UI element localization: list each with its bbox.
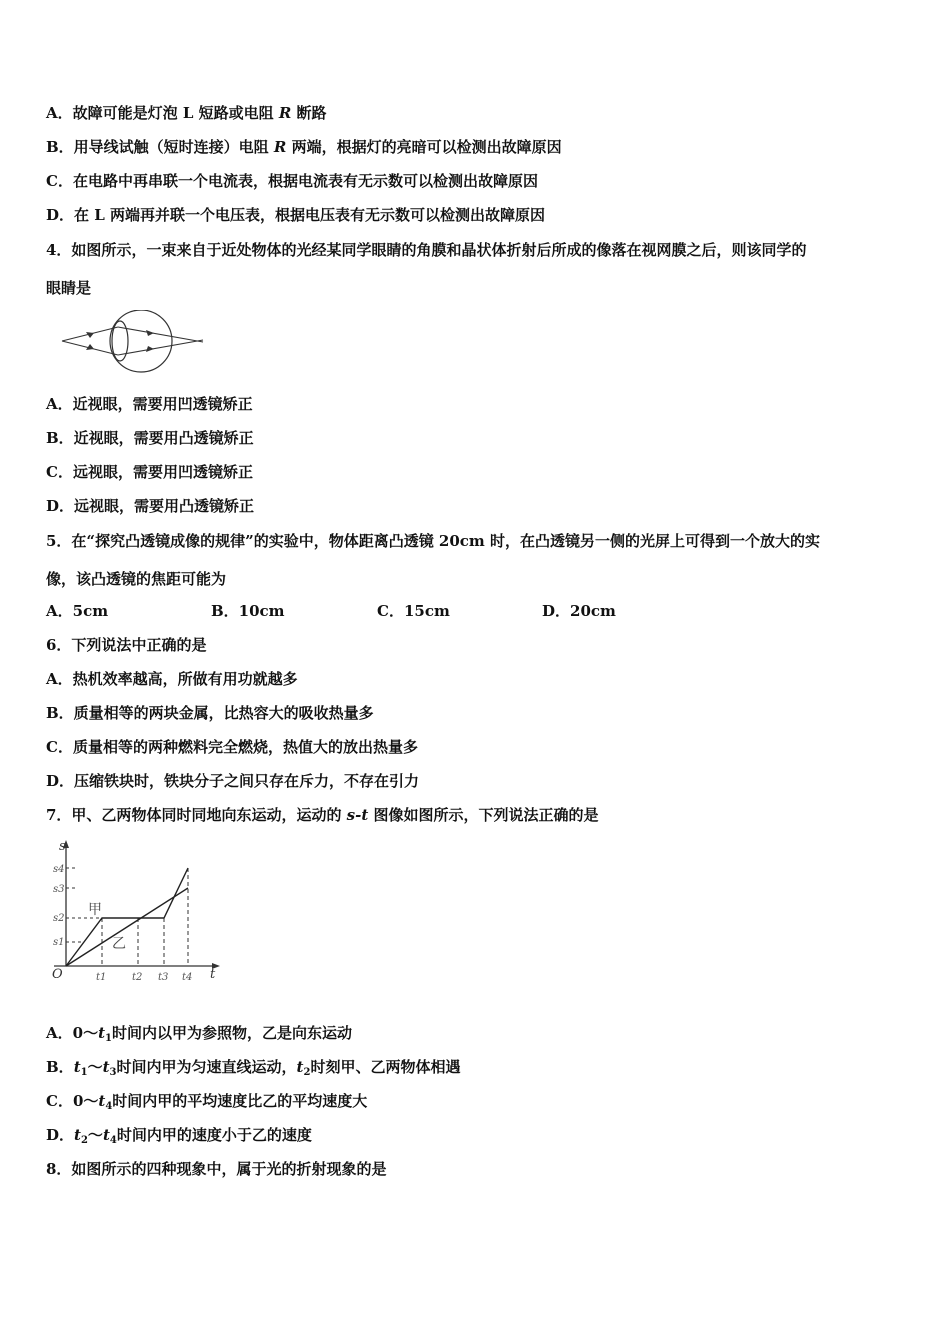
q7-stem-text-end: 图像如图所示，下列说法正确的是	[368, 806, 599, 824]
axis-t-label: t	[210, 967, 216, 982]
q3-option-b-text: B．用导线试触（短时连接）电阻	[46, 138, 274, 156]
q7-option-a-text: A．0～	[46, 1024, 99, 1042]
q7-stem-text: 7．甲、乙两物体同时同地向东运动，运动的	[46, 806, 347, 824]
q3-option-a	[46, 102, 327, 123]
q7-option-b-text: 时间内甲为匀速直线运动，	[116, 1058, 297, 1076]
q3-option-c: C．在电路中再串联一个电流表，根据电流表有无示数可以检测出故障原因	[46, 172, 538, 190]
q3-option-b-text-end: 两端，根据灯的亮暗可以检测出故障原因	[286, 138, 562, 156]
q7-option-b-text-end: 时刻甲、乙两物体相遇	[310, 1058, 461, 1076]
tick-s4: s4	[53, 864, 65, 875]
resistor-symbol: R	[278, 104, 292, 122]
tick-s3: s3	[53, 884, 65, 895]
time-symbol: t	[98, 1024, 106, 1042]
eyeball-circle	[110, 310, 172, 372]
time-subscript: 4	[109, 1135, 117, 1146]
q5-option-b: B．10cm	[211, 602, 285, 620]
q4-option-d: D．远视眼，需要用凸透镜矫正	[46, 497, 255, 515]
refracted-ray-lower	[118, 340, 203, 355]
tilde: ～	[87, 1058, 103, 1076]
axis-s-label: s	[59, 839, 66, 854]
q7-option-a	[46, 1022, 352, 1044]
arrow-head-lower-right	[146, 346, 154, 352]
q7-option-c	[46, 1090, 367, 1112]
origin-label: O	[52, 967, 63, 982]
tick-t2: t2	[132, 972, 143, 983]
q6-option-a: A．热机效率越高，所做有用功就越多	[46, 670, 298, 688]
q8-stem: 8．如图所示的四种现象中，属于光的折射现象的是	[46, 1160, 387, 1178]
time-symbol: t	[73, 1058, 81, 1076]
q4-stem-line1: 4．如图所示，一束来自于近处物体的光经某同学眼睛的角膜和晶状体折射后所成的像落在视网膜之后，则该同学的	[46, 241, 807, 259]
time-symbol: t	[102, 1058, 110, 1076]
q4-stem-line2: 眼睛是	[46, 279, 92, 297]
tick-t3: t3	[158, 972, 169, 983]
line-jia	[66, 868, 188, 966]
q3-option-b	[46, 136, 562, 157]
q7-option-b	[46, 1056, 460, 1078]
q3-option-a-text: A．故障可能是灯泡 L 短路或电阻	[46, 104, 279, 122]
q7-option-b-letter: B．	[46, 1058, 74, 1076]
refracted-ray-upper	[118, 327, 203, 342]
tilde: ～	[87, 1126, 103, 1144]
q7-option-d	[46, 1124, 312, 1146]
q5-stem-line2: 像，该凸透镜的焦距可能为	[46, 570, 227, 588]
q7-option-d-text-end: 时间内甲的速度小于乙的速度	[116, 1126, 312, 1144]
q6-option-b: B．质量相等的两块金属，比热容大的吸收热量多	[46, 704, 374, 722]
q5-stem-line1: 5．在“探究凸透镜成像的规律”的实验中，物体距离凸透镜 20cm 时，在凸透镜另一侧的光屏上可得到一个放大的实	[46, 532, 821, 550]
tick-t4: t4	[182, 972, 193, 983]
label-jia: 甲	[88, 902, 102, 918]
q4-option-c: C．远视眼，需要用凹透镜矫正	[46, 463, 253, 481]
q5-option-d: D．20cm	[542, 602, 616, 620]
line-yi	[66, 888, 188, 966]
time-subscript: 2	[80, 1135, 88, 1146]
tick-s2: s2	[53, 913, 65, 924]
q4-option-b: B．近视眼，需要用凸透镜矫正	[46, 429, 254, 447]
tick-t1: t1	[96, 972, 107, 983]
q7-option-c-text-end: 时间内甲的平均速度比乙的平均速度大	[112, 1092, 368, 1110]
q3-option-d: D．在 L 两端再并联一个电压表，根据电压表有无示数可以检测出故障原因	[46, 206, 546, 224]
q7-option-c-text: C．0～	[46, 1092, 99, 1110]
time-subscript: 3	[109, 1067, 117, 1078]
label-yi: 乙	[112, 936, 126, 952]
q6-option-c: C．质量相等的两种燃料完全燃烧，热值大的放出热量多	[46, 738, 418, 756]
q7-stem	[46, 804, 599, 825]
tick-s1: s1	[53, 937, 65, 948]
q5-option-a: A．5cm	[46, 602, 109, 620]
q5-option-c: C．15cm	[377, 602, 450, 620]
time-symbol: t	[98, 1092, 106, 1110]
st-symbol: s-t	[346, 806, 369, 824]
q6-option-d: D．压缩铁块时，铁块分子之间只存在斥力，不存在引力	[46, 772, 420, 790]
time-subscript: 4	[105, 1101, 113, 1112]
time-subscript: 1	[105, 1033, 112, 1044]
q6-stem: 6．下列说法中正确的是	[46, 636, 207, 654]
time-symbol: t	[296, 1058, 304, 1076]
q3-option-a-text-end: 断路	[291, 104, 327, 122]
time-subscript: 2	[303, 1067, 311, 1078]
time-subscript: 1	[80, 1067, 88, 1078]
resistor-symbol: R	[273, 138, 287, 156]
time-symbol: t	[74, 1126, 81, 1144]
time-symbol: t	[102, 1126, 110, 1144]
q7-option-d-letter: D．	[46, 1126, 75, 1144]
q7-option-a-text-end: 时间内以甲为参照物，乙是向东运动	[111, 1024, 352, 1042]
q4-option-a: A．近视眼，需要用凹透镜矫正	[46, 395, 253, 413]
st-graph	[44, 838, 234, 988]
arrow-head-upper-right	[146, 330, 154, 336]
eye-diagram	[58, 310, 208, 376]
